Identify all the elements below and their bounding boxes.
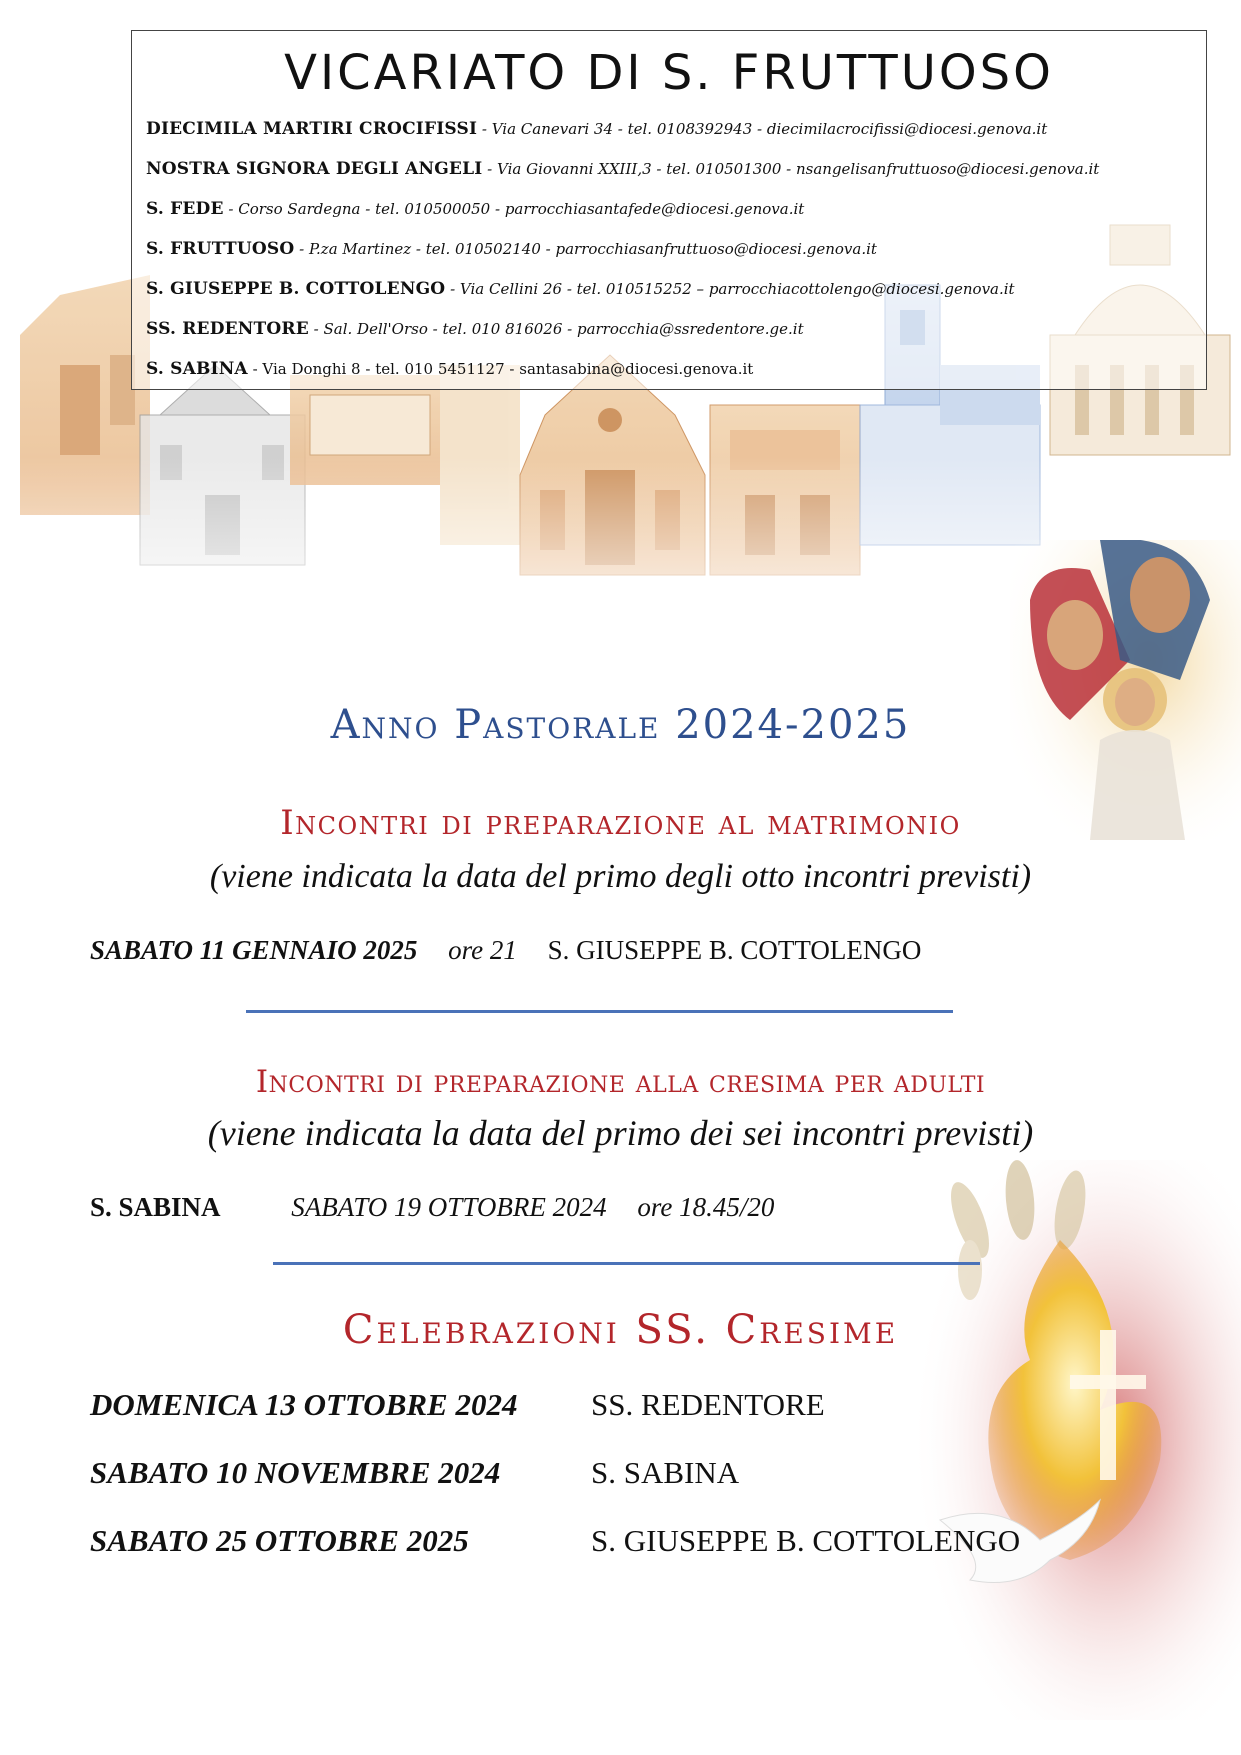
parish-row [146,159,1099,179]
parish-details: - Corso Sardegna - tel. 010500050 - parrocchiasantafede@diocesi.genova.it [223,200,805,218]
event-date: SABATO 11 GENNAIO 2025 [90,935,418,965]
vicariate-header-box [131,30,1207,390]
parish-name: S. SABINA [146,359,248,379]
parish-details: - Via Giovanni XXIII,3 - tel. 010501300 - nsangelisanfruttuoso@diocesi.genova.it [482,160,1100,178]
section-divider [246,1010,953,1013]
parish-row [146,119,1047,139]
parish-name: S. FRUTTUOSO [146,239,295,259]
pastoral-year-heading: Anno Pastorale 2024-2025 [330,702,911,748]
parish-details: - Via Canevari 34 - tel. 0108392943 - diecimilacrocifissi@diocesi.genova.it [477,120,1048,138]
parish-details: - Via Cellini 26 - tel. 010515252 – parrocchiacottolengo@diocesi.genova.it [445,280,1015,298]
parish-name: SS. REDENTORE [146,319,309,339]
parish-details: - Sal. Dell'Orso - tel. 010 816026 - parrocchia@ssredentore.ge.it [308,320,804,338]
parish-details: - Via Donghi 8 - tel. 010 5451127 - santasabina@diocesi.genova.it [247,360,754,378]
marriage-prep-heading: Incontri di preparazione al matrimonio [280,803,961,843]
section-divider [273,1262,980,1265]
parish-name: S. GIUSEPPE B. COTTOLENGO [146,279,446,299]
parish-name: DIECIMILA MARTIRI CROCIFISSI [146,119,478,139]
celebration-place: S. SABINA [591,1455,740,1490]
event-time: ore 18.45/20 [637,1192,775,1222]
celebration-date: DOMENICA 13 OTTOBRE 2024 [90,1387,518,1422]
confirmation-prep-note: (viene indicata la data del primo dei sei incontri previsti) [207,1113,1034,1153]
celebration-place: SS. REDENTORE [591,1387,825,1422]
vicariate-title: VICARIATO DI S. FRUTTUOSO [284,45,1054,101]
holy-spirit-flame-icon [910,1160,1241,1720]
parish-row [146,279,1196,299]
event-place: S. SABINA [90,1192,221,1222]
parish-details: - P.za Martinez - tel. 010502140 - parrocchiasanfruttuoso@diocesi.genova.it [294,240,877,258]
parish-name: NOSTRA SIGNORA DEGLI ANGELI [146,159,483,179]
parish-name: S. FEDE [146,199,224,219]
parish-row [146,239,877,259]
confirmation-prep-event [90,1192,774,1223]
event-place: S. GIUSEPPE B. COTTOLENGO [547,935,922,965]
celebration-date: SABATO 25 OTTOBRE 2025 [90,1523,469,1558]
marriage-prep-event [90,935,921,966]
event-time: ore 21 [448,935,517,965]
parish-row [146,359,753,379]
parish-row [146,319,804,339]
confirmation-prep-heading: Incontri di preparazione alla cresima per adulti [255,1064,986,1100]
event-date: SABATO 19 OTTOBRE 2024 [291,1192,607,1222]
marriage-prep-note: (viene indicata la data del primo degli otto incontri previsti) [209,858,1032,895]
confirmations-heading: Celebrazioni SS. Cresime [342,1307,899,1353]
celebration-place: S. GIUSEPPE B. COTTOLENGO [591,1523,1021,1558]
celebration-date: SABATO 10 NOVEMBRE 2024 [90,1455,501,1490]
parish-row [146,199,804,219]
holy-family-icon [1010,540,1241,840]
